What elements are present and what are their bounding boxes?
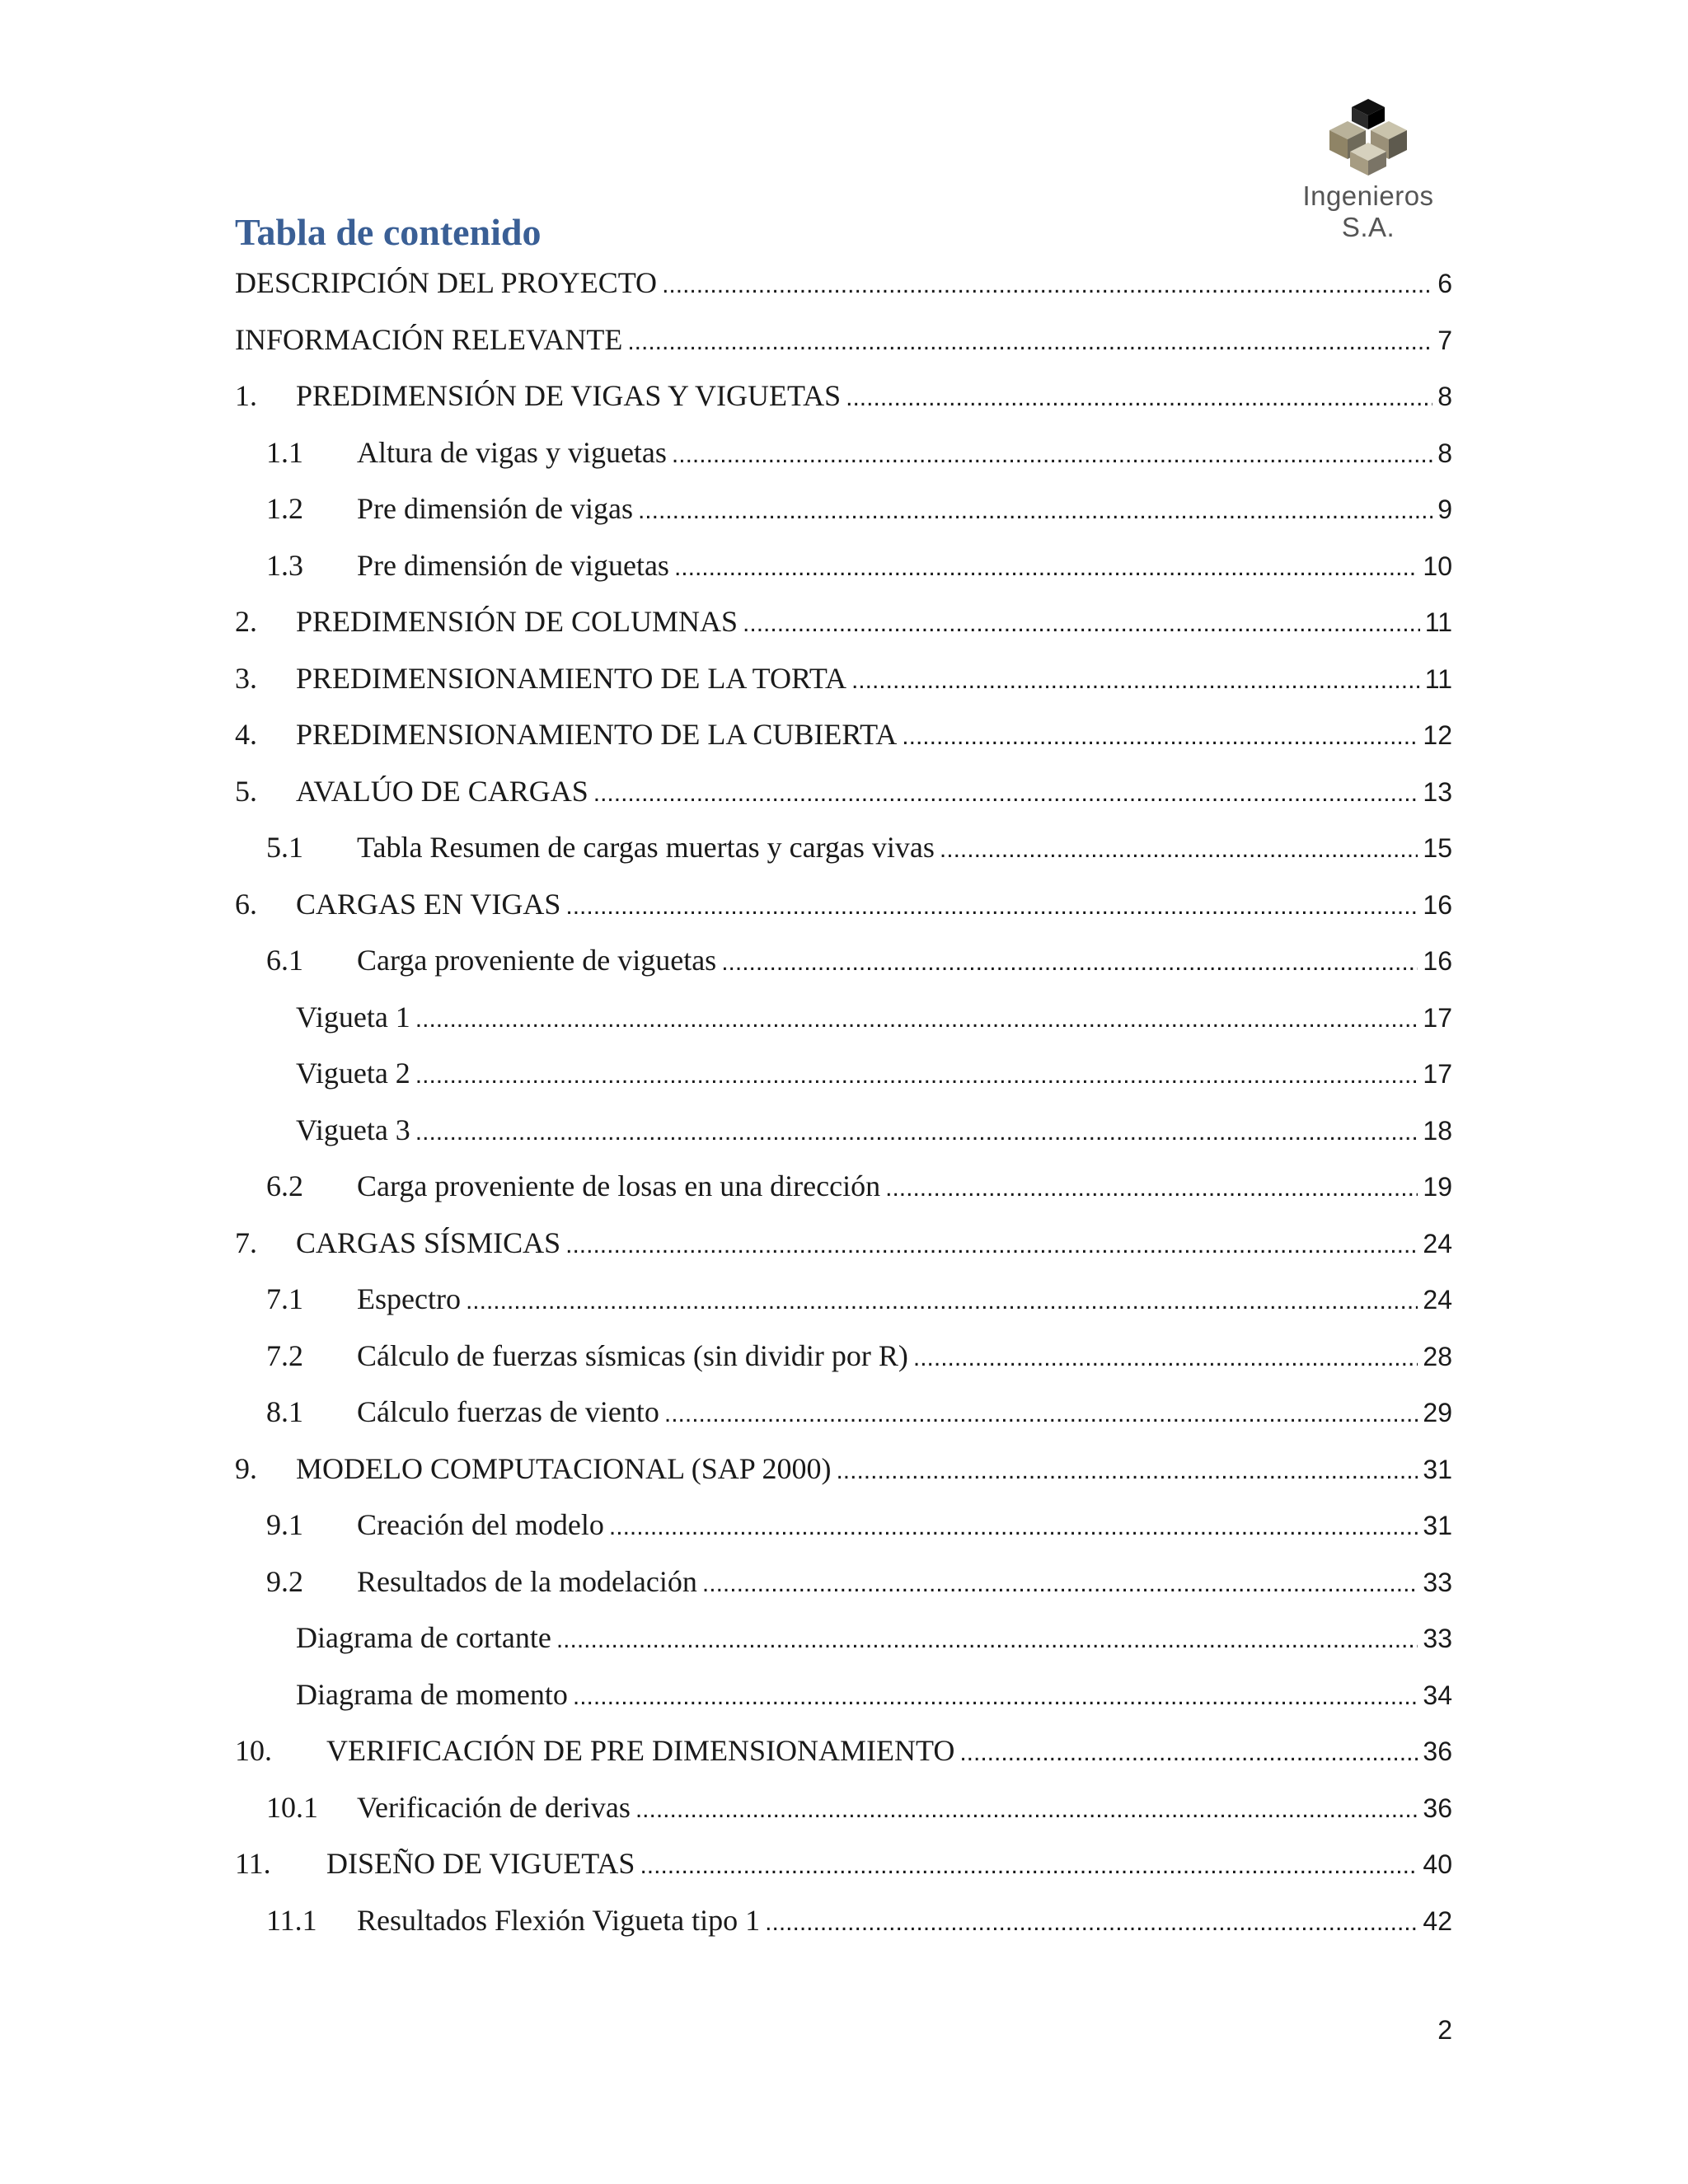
toc-entry[interactable]	[235, 771, 1452, 827]
toc-dot-leader	[565, 1225, 1418, 1266]
toc-entry[interactable]	[235, 996, 1452, 1053]
toc-entry-title[interactable]: Vigueta 2	[296, 1057, 410, 1090]
toc-entry-page: 13	[1423, 776, 1452, 807]
table-of-contents	[235, 262, 1452, 1956]
toc-entry[interactable]	[235, 1787, 1452, 1844]
toc-entry-page: 33	[1423, 1624, 1452, 1653]
toc-entry-page: 24	[1423, 1285, 1452, 1315]
toc-entry[interactable]	[235, 432, 1452, 489]
toc-dot-leader	[609, 1507, 1418, 1548]
toc-dot-leader	[415, 1112, 1418, 1153]
toc-entry-page: 7	[1437, 325, 1452, 355]
toc-entry-page: 42	[1423, 1905, 1452, 1936]
toc-entry-title[interactable]: Resultados Flexión Vigueta tipo 1	[357, 1903, 761, 1937]
toc-dot-leader	[674, 547, 1418, 588]
toc-entry-page: 31	[1423, 1511, 1452, 1540]
toc-entry-title[interactable]: Resultados de la modelación	[357, 1564, 697, 1598]
toc-entry-page: 12	[1423, 720, 1452, 750]
toc-entry-page: 36	[1423, 1736, 1452, 1766]
toc-dot-leader	[662, 265, 1432, 306]
toc-dot-leader	[851, 660, 1420, 701]
toc-entry-page: 8	[1437, 438, 1452, 468]
toc-entry-title[interactable]: VERIFICACIÓN DE PRE DIMENSIONAMIENTO	[326, 1734, 955, 1767]
toc-entry-title[interactable]: DESCRIPCIÓN DEL PROYECTO	[235, 266, 658, 299]
toc-entry-title[interactable]: MODELO COMPUTACIONAL (SAP 2000)	[296, 1451, 832, 1485]
toc-entry-title[interactable]: AVALÚO DE CARGAS	[296, 774, 588, 808]
toc-entry-title[interactable]: Altura de vigas y viguetas	[357, 435, 667, 469]
toc-dot-leader	[415, 999, 1418, 1040]
toc-entry-page: 40	[1423, 1849, 1452, 1879]
toc-dot-leader	[765, 1902, 1418, 1943]
toc-entry-page: 24	[1423, 1228, 1452, 1258]
toc-entry-number: 1.2	[266, 492, 303, 525]
toc-entry-page: 19	[1423, 1172, 1452, 1202]
toc-dot-leader	[743, 603, 1420, 644]
toc-entry[interactable]	[235, 658, 1452, 715]
toc-entry-number: 7.2	[266, 1338, 303, 1372]
toc-entry-number: 1.3	[266, 548, 303, 582]
toc-entry-page: 17	[1423, 1002, 1452, 1033]
toc-entry-number: 11.1	[266, 1903, 317, 1937]
toc-entry[interactable]	[235, 883, 1452, 940]
toc-entry-page: 33	[1423, 1567, 1452, 1597]
toc-entry-title[interactable]: Carga proveniente de losas en una dirección	[357, 1169, 881, 1202]
toc-entry[interactable]	[235, 1052, 1452, 1109]
page-number: 2	[1437, 2015, 1452, 2045]
toc-dot-leader	[885, 1168, 1418, 1209]
toc-entry-title[interactable]: Pre dimensión de vigas	[357, 492, 633, 525]
toc-dot-leader	[635, 1789, 1418, 1830]
toc-entry[interactable]	[235, 1674, 1452, 1731]
toc-entry-number: 5.1	[266, 831, 303, 864]
toc-entry-title[interactable]: PREDIMENSIONAMIENTO DE LA CUBIERTA	[296, 718, 898, 751]
toc-entry-title[interactable]: Diagrama de cortante	[296, 1621, 551, 1654]
toc-entry-title[interactable]: PREDIMENSIÓN DE COLUMNAS	[296, 605, 738, 638]
toc-entry[interactable]	[235, 488, 1452, 545]
toc-entry-title[interactable]: Creación del modelo	[357, 1508, 604, 1541]
toc-entry[interactable]	[235, 1617, 1452, 1674]
toc-entry-number: 9.2	[266, 1564, 303, 1598]
toc-entry-page: 16	[1423, 889, 1452, 920]
toc-entry[interactable]	[235, 1335, 1452, 1392]
toc-entry-page: 36	[1423, 1793, 1452, 1823]
toc-entry-title[interactable]: INFORMACIÓN RELEVANTE	[235, 322, 623, 356]
toc-entry-page: 16	[1423, 946, 1452, 976]
toc-entry-title[interactable]: Carga proveniente de viguetas	[357, 944, 717, 977]
toc-dot-leader	[836, 1451, 1418, 1492]
toc-entry-number: 11.	[235, 1847, 271, 1880]
toc-entry-number: 2.	[235, 605, 257, 638]
cube-stack-icon	[1315, 95, 1422, 177]
toc-entry[interactable]	[235, 262, 1452, 319]
toc-entry-title[interactable]: Pre dimensión de viguetas	[357, 548, 669, 582]
toc-entry-page: 17	[1423, 1059, 1452, 1089]
toc-dot-leader	[672, 434, 1432, 476]
toc-entry[interactable]	[235, 940, 1452, 996]
toc-entry-page: 28	[1423, 1341, 1452, 1371]
toc-entry[interactable]	[235, 1165, 1452, 1222]
toc-dot-leader	[721, 942, 1418, 983]
toc-entry-title[interactable]: PREDIMENSIONAMIENTO DE LA TORTA	[296, 661, 846, 695]
toc-entry-page: 11	[1424, 607, 1452, 637]
toc-entry-page: 8	[1437, 382, 1452, 411]
toc-dot-leader	[466, 1281, 1418, 1322]
toc-entry-page: 18	[1423, 1115, 1452, 1146]
toc-entry-page: 11	[1424, 663, 1452, 694]
toc-entry-page: 9	[1437, 494, 1452, 524]
toc-entry[interactable]	[235, 1900, 1452, 1957]
toc-entry-page: 29	[1423, 1398, 1452, 1427]
toc-dot-leader	[940, 829, 1418, 870]
toc-entry[interactable]	[235, 827, 1452, 883]
toc-dot-leader	[664, 1394, 1418, 1435]
toc-entry[interactable]	[235, 1391, 1452, 1448]
toc-entry-page: 31	[1423, 1454, 1452, 1484]
toc-entry[interactable]	[235, 1278, 1452, 1335]
toc-entry[interactable]	[235, 714, 1452, 771]
toc-entry-page: 15	[1423, 833, 1452, 863]
toc-entry-number: 9.	[235, 1451, 257, 1485]
toc-entry-page: 6	[1437, 269, 1452, 298]
toc-entry-number: 1.	[235, 379, 257, 412]
toc-entry[interactable]	[235, 375, 1452, 432]
toc-entry[interactable]	[235, 1561, 1452, 1618]
toc-entry[interactable]	[235, 601, 1452, 658]
toc-entry-title[interactable]: CARGAS SÍSMICAS	[296, 1226, 561, 1259]
company-logo	[1273, 95, 1463, 242]
toc-dot-leader	[640, 1845, 1418, 1886]
toc-entry-title[interactable]: CARGAS EN VIGAS	[296, 887, 561, 921]
toc-entry-number: 10.1	[266, 1790, 318, 1824]
toc-dot-leader	[573, 1676, 1418, 1718]
toc-entry-page: 34	[1423, 1680, 1452, 1710]
toc-dot-leader	[959, 1732, 1418, 1774]
toc-entry-number: 6.	[235, 887, 257, 921]
toc-dot-leader	[902, 716, 1418, 757]
company-name: Ingenieros S.A.	[1302, 180, 1434, 242]
toc-entry-number: 5.	[235, 774, 257, 808]
toc-entry-title[interactable]: Vigueta 1	[296, 1000, 410, 1033]
toc-entry-number: 1.1	[266, 435, 303, 469]
toc-entry-title[interactable]: Espectro	[357, 1282, 461, 1315]
toc-dot-leader	[415, 1055, 1418, 1096]
toc-dot-leader	[627, 321, 1432, 363]
toc-dot-leader	[593, 773, 1418, 814]
toc-entry-number: 10.	[235, 1734, 272, 1767]
toc-entry-page: 10	[1423, 551, 1452, 581]
toc-entry-title[interactable]: Cálculo fuerzas de viento	[357, 1395, 659, 1428]
toc-entry-number: 8.1	[266, 1395, 303, 1428]
toc-entry[interactable]	[235, 1109, 1452, 1166]
toc-entry-title[interactable]: Cálculo de fuerzas sísmicas (sin dividir por R)	[357, 1338, 908, 1372]
toc-entry-title[interactable]: Tabla Resumen de cargas muertas y cargas vivas	[357, 831, 935, 864]
toc-entry-title[interactable]: PREDIMENSIÓN DE VIGAS Y VIGUETAS	[296, 379, 842, 412]
toc-title: Tabla de contenido	[235, 211, 542, 253]
toc-entry[interactable]	[235, 1222, 1452, 1279]
toc-entry-title[interactable]: Diagrama de momento	[296, 1677, 568, 1711]
toc-entry[interactable]	[235, 1843, 1452, 1900]
toc-entry-title[interactable]: Verificación de derivas	[357, 1790, 631, 1824]
toc-dot-leader	[565, 886, 1418, 927]
toc-entry-number: 6.1	[266, 944, 303, 977]
toc-entry[interactable]	[235, 319, 1452, 376]
toc-entry[interactable]	[235, 545, 1452, 602]
toc-dot-leader	[638, 490, 1432, 532]
toc-entry-number: 3.	[235, 661, 257, 695]
toc-entry[interactable]	[235, 1448, 1452, 1505]
toc-dot-leader	[913, 1338, 1418, 1379]
toc-dot-leader	[556, 1619, 1418, 1661]
toc-dot-leader	[846, 377, 1432, 419]
toc-entry-number: 7.1	[266, 1282, 303, 1315]
toc-entry-number: 4.	[235, 718, 257, 751]
toc-entry-title[interactable]: DISEÑO DE VIGUETAS	[326, 1847, 635, 1880]
toc-entry-number: 9.1	[266, 1508, 303, 1541]
toc-dot-leader	[702, 1563, 1418, 1605]
toc-entry-number: 6.2	[266, 1169, 303, 1202]
toc-entry-number: 7.	[235, 1226, 257, 1259]
toc-entry-title[interactable]: Vigueta 3	[296, 1113, 410, 1146]
toc-entry[interactable]	[235, 1504, 1452, 1561]
toc-entry[interactable]	[235, 1730, 1452, 1787]
